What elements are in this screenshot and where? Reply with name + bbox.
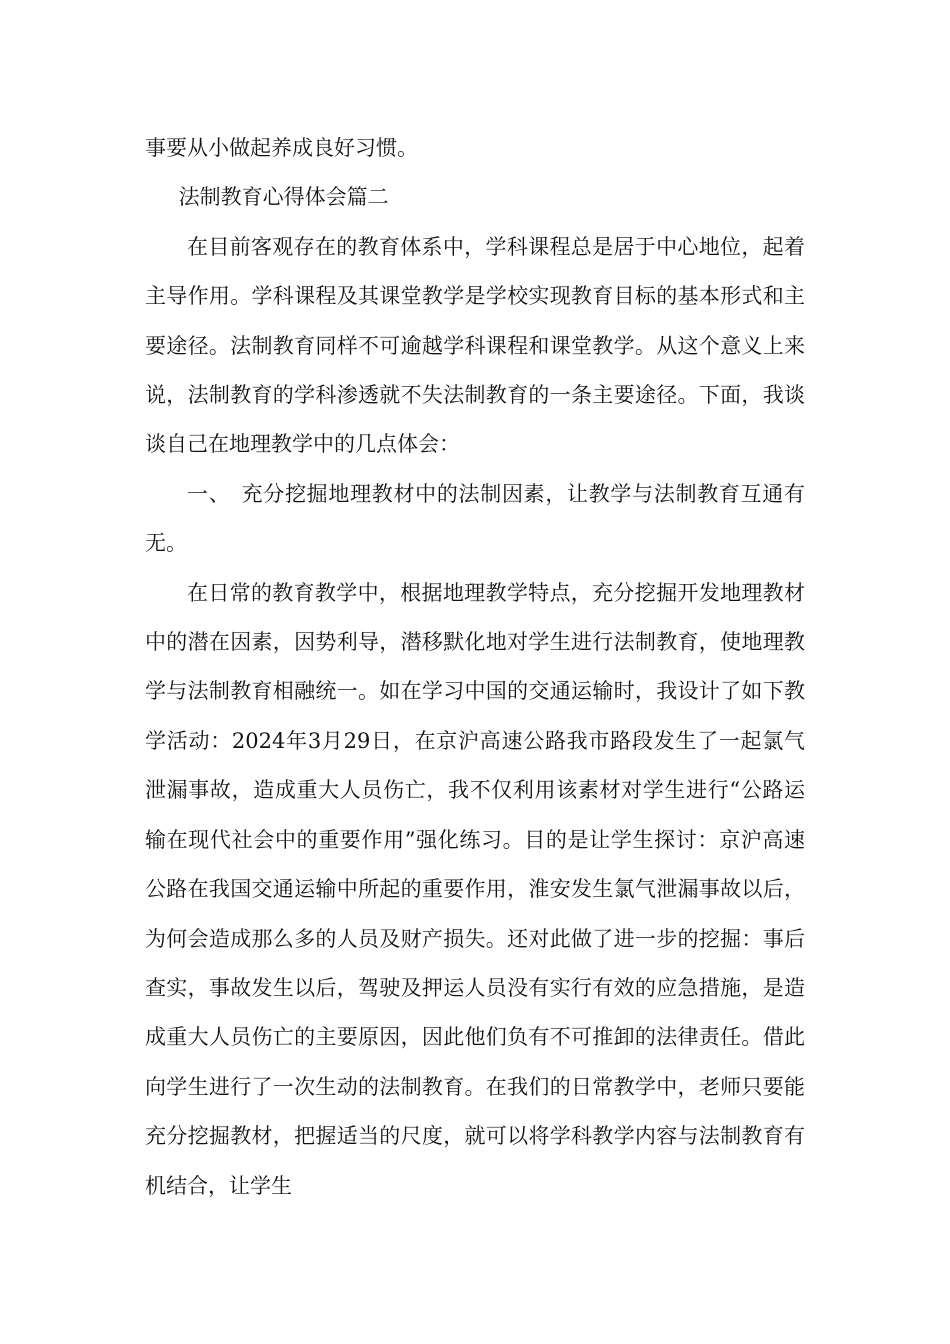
body-text	[145, 124, 805, 1211]
paragraph-continuation: 事要从小做起养成良好习惯。	[145, 136, 418, 160]
paragraph-intro: 在目前客观存在的教育体系中，学科课程总是居于中心地位，起着主导作用。学科课程及其课堂教学是学校实现教育目标的基本形式和主要途径。法制教育同样不可逾越学科课程和课堂教学。从这个意义上来说，法制教育的学科渗透就不失法制教育的一条主要途径。下面，我谈谈自己在地理教学中的几点体会：	[145, 234, 805, 457]
paragraph-example: 在日常的教育教学中，根据地理教学特点，充分挖掘开发地理教材中的潜在因素，因势利导，潜移默化地对学生进行法制教育，使地理教学与法制教育相融统一。如在学习中国的交通运输时，我设计了如下教学活动：2024年3月29日，在京沪高速公路我市路段发生了一起氯气泄漏事故，造成重大人员伤亡，我不仅利用该素材对学生进行“公路运输在现代社会中的重要作用”强化练习。目的是让学生探讨：京沪高速公路在我国交通运输中所起的重要作用，淮安发生氯气泄漏事故以后，为何会造成那么多的人员及财产损失。还对此做了进一步的挖掘：事后查实，事故发生以后，驾驶及押运人员没有实行有效的应急措施，是造成重大人员伤亡的主要原因，因此他们负有不可推卸的法律责任。借此向学生进行了一次生动的法制教育。在我们的日常教学中，老师只要能充分挖掘教材，把握适当的尺度，就可以将学科教学内容与法制教育有机结合，让学生	[145, 580, 805, 1198]
section-heading: 法制教育心得体会篇二	[178, 185, 389, 210]
paragraph-point-one: 一、 充分挖掘地理教材中的法制因素，让教学与法制教育互通有无。	[145, 481, 805, 556]
